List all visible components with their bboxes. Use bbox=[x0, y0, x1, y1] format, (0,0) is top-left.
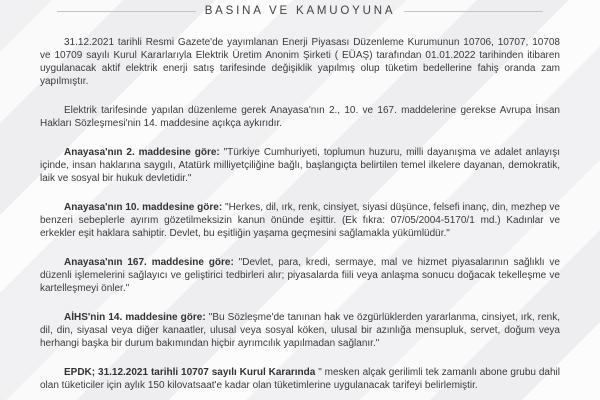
header-right-rule bbox=[404, 11, 543, 12]
paragraph-text: "Devlet, para, kredi, sermaye, mal ve hizmet piyasalarının sağlıklı ve düzenli işlemelerini sağlayıcı ve geliştirici tedbirleri alır; piyasalarda fiili veya anlaşma sonucu doğacak tekelleşme ve kartelleşmeyi önler." bbox=[40, 257, 560, 294]
document-body bbox=[40, 36, 560, 392]
paragraph-violation-summary bbox=[40, 104, 560, 130]
paragraph-epdk-decision bbox=[40, 366, 560, 392]
paragraph-lead: Anayasa'nın 167. maddesine göre: bbox=[64, 257, 234, 268]
paragraph-lead: AİHS'nin 14. maddesine göre: bbox=[64, 312, 206, 323]
paragraph-text: "Herkes, dil, ırk, renk, cinsiyet, siyasi düşünce, felsefi inanç, din, mezhep ve benzeri sebeplerle ayırım gözetilmeksizin kanun önünde eşittir. (Ek fıkra: 07/05/2004-5170/1 md.) Kadınlar ve erkekler eşit haklara sahiptir. Devlet, bu eşitliğin yaşama geçmesini sağlamakla yükümlüdür." bbox=[40, 202, 560, 239]
page-title: BASINA VE KAMUOYUNA bbox=[204, 5, 396, 17]
paragraph-text: 31.12.2021 tarihli Resmi Gazete'de yayımlanan Enerji Piyasası Düzenleme Kurumunun 10706, 10707, 10708 ve 10709 sayılı Kurul Kararlarıyla Elektrik Üretim Anonim Şirketi ( EÜAŞ) tarafından 01.01.2022 tarihinden itibaren uygulanacak aktif elektrik enerji satış tarifesinde değişiklik yapılmış olup tüketim bedellerine fahiş oranda zam yapılmıştır. bbox=[40, 37, 560, 87]
paragraph-constitution-article-2 bbox=[40, 146, 560, 185]
paragraph-constitution-article-167 bbox=[40, 256, 560, 295]
paragraph-constitution-article-10 bbox=[40, 201, 560, 240]
paragraph-text: "Türkiye Cumhuriyeti, toplumun huzuru, milli dayanışma ve adalet anlayışı içinde, insan haklarına saygılı, Atatürk milliyetçiliğine bağlı, başlangıçta belirtilen temel ilkelere dayanan, demokratik, laik ve sosyal bir hukuk devletidir." bbox=[40, 147, 560, 184]
header-left-rule bbox=[57, 11, 196, 12]
paragraph-text: "Bu Sözleşme'de tanınan hak ve özgürlüklerden yararlanma, cinsiyet, ırk, renk, dil, din, siyasal veya diğer kanaatler, ulusal veya sosyal köken, ulusal bir azınlığa mensupluk, servet, doğum veya herhangi başka bir durum bakımından hiçbir ayrımcılık yapılmadan sağlanır." bbox=[40, 312, 560, 349]
document-header bbox=[57, 5, 543, 17]
paragraph-intro bbox=[40, 36, 560, 88]
paragraph-lead: EPDK; 31.12.2021 tarihli 10707 sayılı Kurul Kararında bbox=[64, 367, 316, 378]
paragraph-text: " mesken alçak gerilimli tek zamanlı abone grubu dahil olan tüketiciler için aylık 150 kilovatsaat'e kadar olan tüketimlerine uygulanacak tarifeyi belirlemiştir. bbox=[40, 367, 560, 391]
paragraph-echr-article-14 bbox=[40, 311, 560, 350]
paragraph-lead: Anayasa'nın 2. maddesine göre: bbox=[64, 147, 220, 158]
paragraph-lead: Anayasa'nın 10. maddesine göre: bbox=[64, 202, 223, 213]
paragraph-text: Elektrik tarifesinde yapılan düzenleme gerek Anayasa'nın 2., 10. ve 167. maddelerine gerekse Avrupa İnsan Hakları Sözleşmesi'nin 14. maddesine açıkça aykırıdır. bbox=[40, 105, 560, 129]
